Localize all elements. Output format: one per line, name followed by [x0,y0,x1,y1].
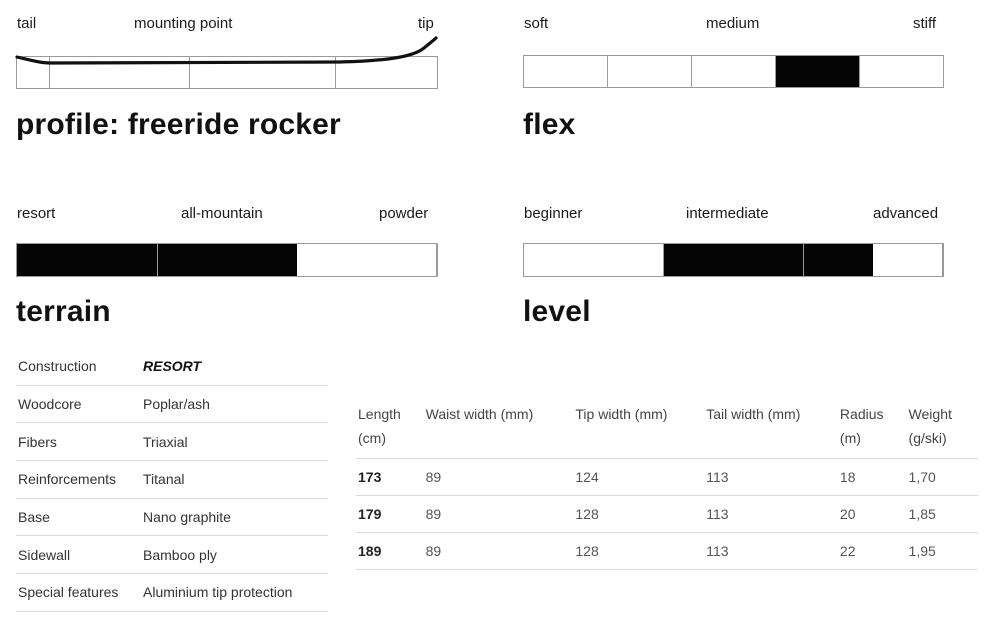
sizes-header-cell: Weight (g/ski) [907,398,978,459]
flex-heading: flex [523,108,576,141]
size-value-cell: 128 [573,496,704,533]
spec-key: Fibers [16,423,141,461]
spec-row [16,536,328,574]
level-segment [524,244,664,276]
spec-key: Construction [16,348,141,385]
sizes-header-cell: Length (cm) [356,398,424,459]
terrain-label-powder: powder [379,205,429,222]
sizes-table [356,398,978,570]
spec-row [16,423,328,461]
spec-key: Special features [16,574,141,612]
spec-value: Triaxial [141,423,328,461]
size-value-cell: 89 [424,496,574,533]
size-value-cell: 1,70 [907,459,978,496]
size-value-cell: 18 [838,459,907,496]
level-scale-bar [523,243,944,277]
sizes-header-cell: Radius (m) [838,398,907,459]
sizes-header-cell: Waist width (mm) [424,398,574,459]
level-label-advanced: advanced [873,205,939,222]
sizes-header-cell: Tip width (mm) [573,398,704,459]
spec-value: Bamboo ply [141,536,328,574]
size-value-cell: 1,85 [907,496,978,533]
flex-label-soft: soft [524,15,549,32]
flex-segment [524,56,608,87]
flex-scale-bar [523,55,944,88]
size-value-cell: 89 [424,459,574,496]
sizes-row [356,533,978,570]
size-length-cell: 179 [356,496,424,533]
profile-label-tip: tip [418,15,434,32]
flex-label-medium: medium [706,15,760,32]
spec-value: Aluminium tip protection [141,574,328,612]
spec-row [16,574,328,612]
spec-row [16,498,328,536]
level-label-beginner: beginner [524,205,583,222]
size-value-cell: 128 [573,533,704,570]
spec-value: RESORT [141,348,328,385]
spec-key: Woodcore [16,385,141,423]
sizes-header-cell: Tail width (mm) [704,398,838,459]
profile-label-tail: tail [17,15,37,32]
terrain-label-resort: resort [17,205,56,222]
spec-value: Nano graphite [141,498,328,536]
spec-value: Titanal [141,461,328,499]
specs-table [16,348,328,612]
spec-row [16,461,328,499]
terrain-scale-bar [16,243,438,277]
sizes-row [356,459,978,496]
size-value-cell: 1,95 [907,533,978,570]
level-heading: level [523,295,591,328]
spec-value: Poplar/ash [141,385,328,423]
level-fill [664,244,874,276]
spec-key: Sidewall [16,536,141,574]
size-length-cell: 189 [356,533,424,570]
flex-segment [860,56,943,87]
size-value-cell: 89 [424,533,574,570]
sizes-row [356,496,978,533]
spec-key: Base [16,498,141,536]
size-length-cell: 173 [356,459,424,496]
terrain-heading: terrain [16,295,111,328]
size-value-cell: 113 [704,496,838,533]
size-value-cell: 113 [704,533,838,570]
size-value-cell: 113 [704,459,838,496]
size-value-cell: 20 [838,496,907,533]
size-value-cell: 124 [573,459,704,496]
terrain-label-all-mountain: all-mountain [181,205,263,222]
flex-segment [692,56,776,87]
flex-segment [608,56,692,87]
level-label-intermediate: intermediate [686,205,769,222]
terrain-segment [297,244,437,276]
flex-label-stiff: stiff [913,15,937,32]
ski-profile-curve [0,30,450,80]
size-value-cell: 22 [838,533,907,570]
profile-label-mounting-point: mounting point [134,15,233,32]
spec-row [16,348,328,385]
spec-row [16,385,328,423]
profile-heading: profile: freeride rocker [16,108,341,141]
flex-segment-active [776,56,860,87]
spec-key: Reinforcements [16,461,141,499]
